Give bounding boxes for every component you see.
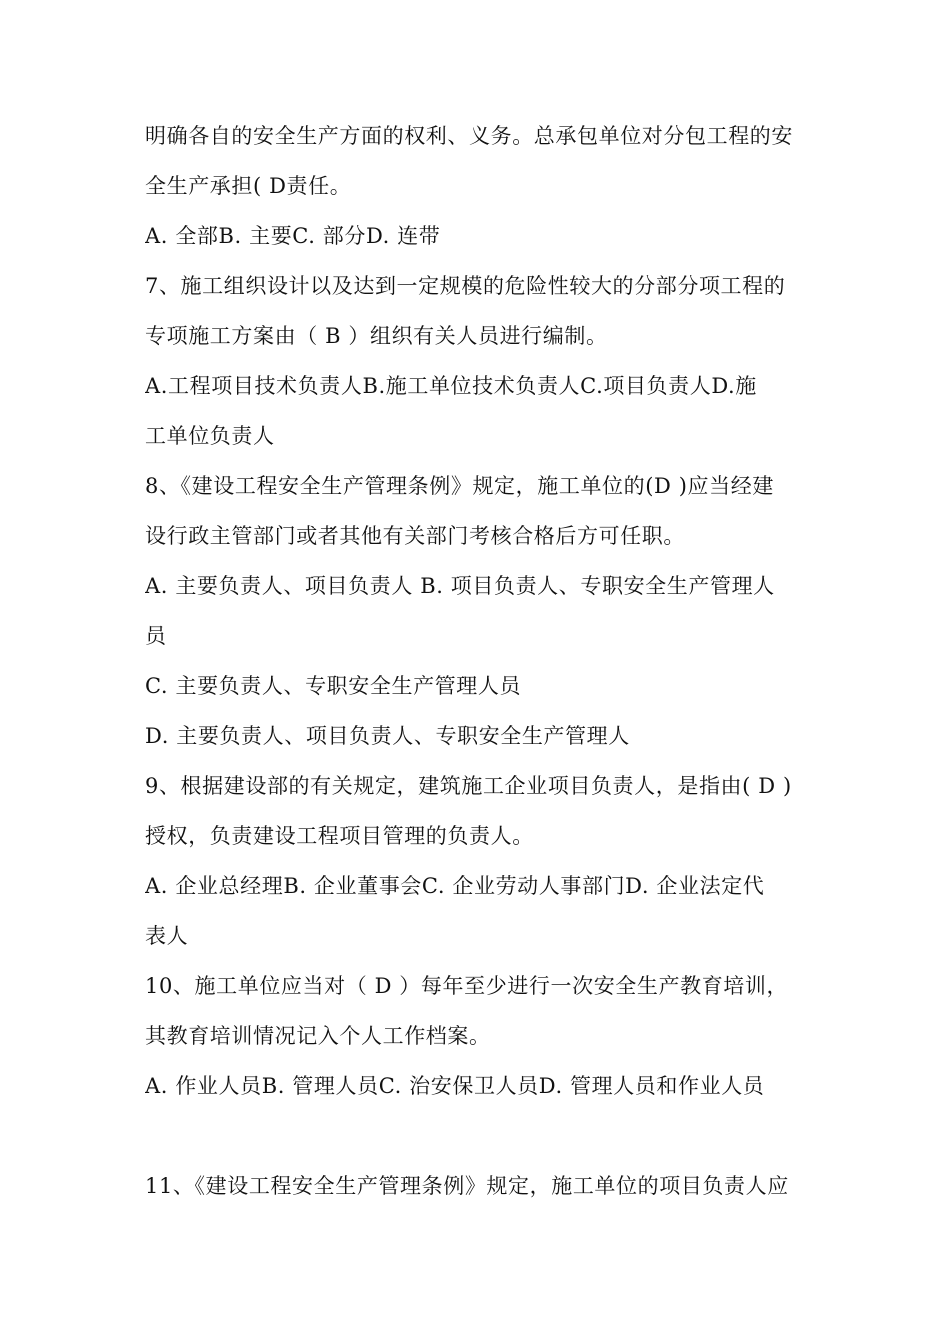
question-line: 8、《建设工程安全生产管理条例》规定，施工单位的(D )应当经建 [145,474,774,498]
text-line: 员 [145,624,167,648]
question-line: 10、施工单位应当对（ D ）每年至少进行一次安全生产教育培训， [145,974,789,998]
text-line: 设行政主管部门或者其他有关部门考核合格后方可任职。 [145,524,685,548]
text-line: 全生产承担( D责任。 [145,174,352,198]
text-line: 工单位负责人 [145,424,275,448]
option-line: C. 主要负责人、专职安全生产管理人员 [145,674,522,698]
question-line: 11、《建设工程安全生产管理条例》规定，施工单位的项目负责人应 [145,1174,789,1198]
option-line: A. 主要负责人、项目负责人 B. 项目负责人、专职安全生产管理人 [145,574,775,598]
option-line: A. 全部B. 主要C. 部分D. 连带 [145,224,441,248]
text-line: 明确各自的安全生产方面的权利、义务。总承包单位对分包工程的安 [145,124,793,148]
text-line: 专项施工方案由（ B ）组织有关人员进行编制。 [145,324,608,348]
option-line: A. 作业人员B. 管理人员C. 治安保卫人员D. 管理人员和作业人员 [145,1074,765,1098]
text-line: 表人 [145,924,189,948]
text-line: 授权，负责建设工程项目管理的负责人。 [145,824,534,848]
option-line: A. 企业总经理B. 企业董事会C. 企业劳动人事部门D. 企业法定代 [145,874,765,898]
text-line: 其教育培训情况记入个人工作档案。 [145,1024,491,1048]
question-line: 9、根据建设部的有关规定，建筑施工企业项目负责人，是指由( D ) [145,774,792,798]
option-line: A.工程项目技术负责人B.施工单位技术负责人C.项目负责人D.施 [145,374,757,398]
question-line: 7、施工组织设计以及达到一定规模的危险性较大的分部分项工程的 [145,274,786,298]
option-line: D. 主要负责人、项目负责人、专职安全生产管理人 [145,724,630,748]
